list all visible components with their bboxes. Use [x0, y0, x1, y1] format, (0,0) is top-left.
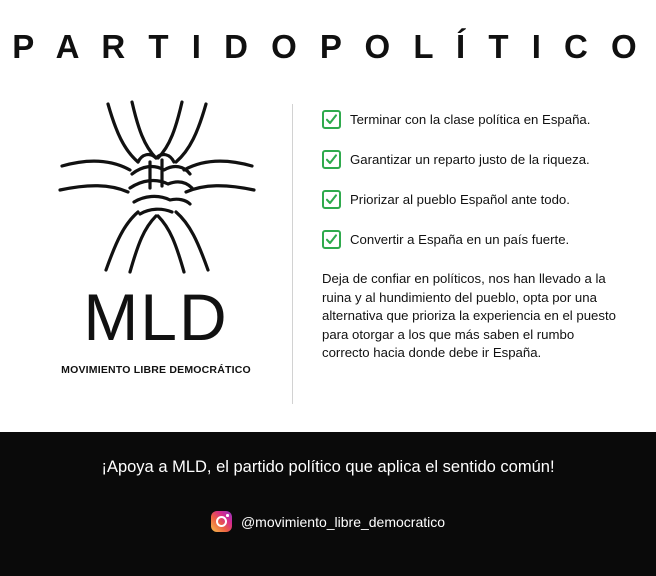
vertical-divider	[292, 104, 293, 404]
logo-subtitle: MOVIMIENTO LIBRE DEMOCRÁTICO	[61, 364, 251, 376]
check-icon	[322, 190, 341, 209]
logo-wordmark: MLD	[83, 280, 229, 354]
check-icon	[322, 230, 341, 249]
four-hands-clasped-illustration	[46, 92, 266, 282]
list-item-label: Garantizar un reparto justo de la riqueza.	[350, 152, 590, 167]
list-item	[322, 190, 634, 209]
list-item	[322, 230, 634, 249]
body-paragraph: Deja de confiar en políticos, nos han llevado a la ruina y al hundimiento del pueblo, opta por una alternativa que prioriza la experiencia en el puesto para otorgar a los que más saben el rumbo correcto hacia donde debe ir España.	[322, 271, 616, 360]
social-handle-row[interactable]	[0, 511, 656, 532]
list-item-label: Terminar con la clase política en España.	[350, 112, 591, 127]
check-icon	[322, 150, 341, 169]
logo-column	[28, 92, 284, 408]
list-item-label: Convertir a España en un país fuerte.	[350, 232, 570, 247]
list-item	[322, 150, 634, 169]
social-handle-label[interactable]: @movimiento_libre_democratico	[240, 513, 446, 530]
bottom-banner	[0, 432, 656, 576]
check-icon	[322, 110, 341, 129]
banner-headline: ¡Apoya a MLD, el partido político que aplica el sentido común!	[101, 458, 555, 476]
checklist-column	[322, 110, 634, 363]
list-item	[322, 110, 634, 129]
instagram-icon[interactable]	[211, 511, 232, 532]
list-item-label: Priorizar al pueblo Español ante todo.	[350, 192, 570, 207]
page-title: P A R T I D O P O L Í T I C O	[12, 28, 644, 65]
